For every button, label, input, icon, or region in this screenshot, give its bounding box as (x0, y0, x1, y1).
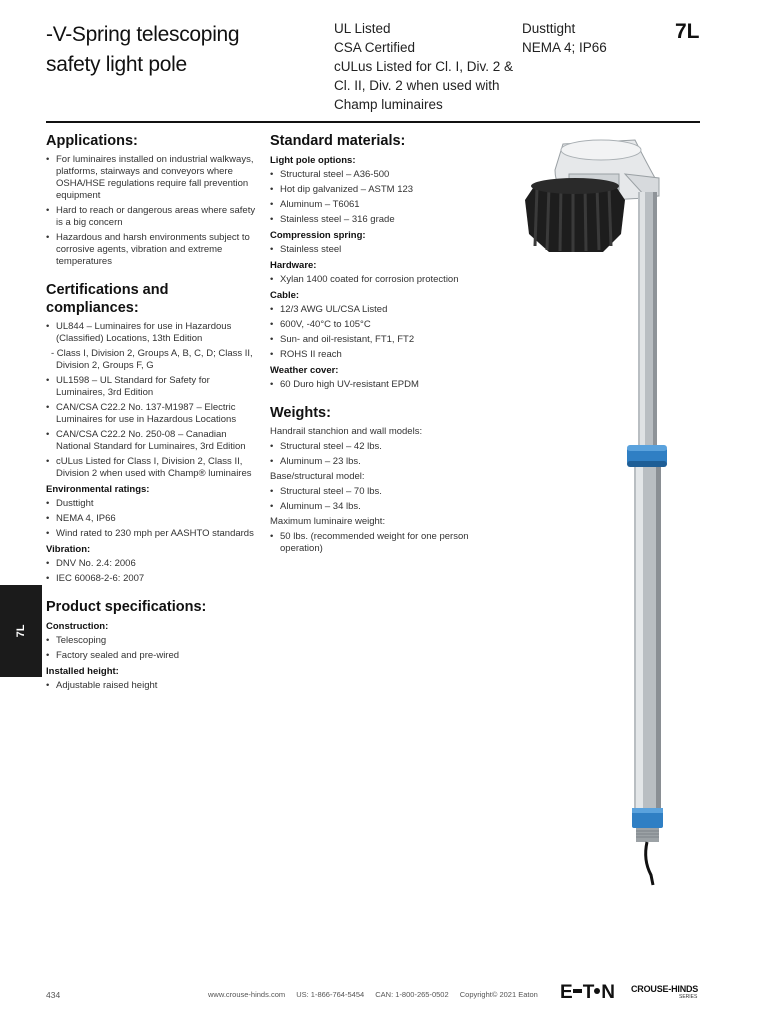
series-label: SERIES (679, 994, 698, 1000)
page-number: 434 (46, 990, 61, 1000)
list-item: • Factory sealed and pre-wired (46, 650, 256, 662)
list-item: • Adjustable raised height (46, 680, 256, 692)
vibration-heading: Vibration: (46, 544, 91, 555)
spring-list (270, 244, 490, 256)
website-link[interactable]: www.crouse-hinds.com (208, 990, 286, 999)
list-item: • Stainless steel – 316 grade (270, 214, 490, 226)
weights-heading: Weights: (270, 405, 331, 421)
list-item: • NEMA 4, IP66 (46, 513, 256, 525)
left-column (46, 132, 256, 695)
coupling-collar (627, 445, 667, 467)
base-list (270, 486, 490, 513)
cable-list (270, 304, 490, 361)
list-item: • Dusttight (46, 498, 256, 510)
cert-line: Cl. II, Div. 2 when used with (334, 78, 500, 93)
list-item: • Aluminum – 23 lbs. (270, 456, 490, 468)
header-divider (46, 121, 700, 123)
list-item: • 600V, -40°C to 105°C (270, 319, 490, 331)
construction-heading: Construction: (46, 621, 109, 632)
max-weight-list (270, 531, 490, 555)
header-certifications (334, 19, 513, 114)
cert-line: CSA Certified (334, 40, 416, 55)
handrail-label: Handrail stanchion and wall models: (270, 426, 423, 437)
list-item: • Stainless steel (270, 244, 490, 256)
list-item: • Structural steel – 42 lbs. (270, 441, 490, 453)
certifications-heading: Certifications and compliances: (46, 282, 169, 316)
list-subitem: - Class I, Division 2, Groups A, B, C, D; Class II, Division 2, Groups F, G (51, 348, 253, 371)
materials-heading: Standard materials: (270, 133, 406, 149)
list-item: • CAN/CSA C22.2 No. 137-M1987 – Electric Luminaires for use in Hazardous Locations (46, 402, 256, 426)
list-item: • Structural steel – 70 lbs. (270, 486, 490, 498)
header-environment (522, 19, 607, 57)
eaton-logo: E T N (560, 982, 615, 1003)
list-item: • Aluminum – 34 lbs. (270, 501, 490, 513)
pole-options-heading: Light pole options: (270, 155, 356, 166)
list-item: • 12/3 AWG UL/CSA Listed (270, 304, 490, 316)
handrail-list (270, 441, 490, 468)
certifications-list (46, 321, 256, 345)
cert-line: UL Listed (334, 21, 391, 36)
installed-height-heading: Installed height: (46, 666, 119, 677)
list-item: • ROHS II reach (270, 349, 490, 361)
list-item: • Hot dip galvanized – ASTM 123 (270, 184, 490, 196)
page-title (46, 20, 239, 80)
construction-list (46, 635, 256, 662)
footer-contact (208, 990, 547, 999)
list-item: • Aluminum – T6061 (270, 199, 490, 211)
hardware-list (270, 274, 490, 286)
list-item: • Hard to reach or dangerous areas where safety is a big concern (46, 205, 256, 229)
cert-line: cULus Listed for Cl. I, Div. 2 & (334, 59, 514, 74)
weather-cover-list (270, 379, 490, 391)
env-ratings-list (46, 498, 256, 540)
list-item: • Structural steel – A36-500 (270, 169, 490, 181)
list-item: • 60 Duro high UV-resistant EPDM (270, 379, 490, 391)
env-ratings-heading: Environmental ratings: (46, 484, 150, 495)
vibration-list (46, 558, 256, 585)
pole-options-list (270, 169, 490, 226)
list-item: • Hazardous and harsh environments subject to corrosive agents, vibration and extreme temperatures (46, 232, 256, 268)
guard-ring (525, 178, 625, 252)
list-item: • UL844 – Luminaires for use in Hazardous (Classified) Locations, 13th Edition (46, 321, 256, 345)
list-item: • UL1598 – UL Standard for Safety for Luminaires, 3rd Edition (46, 375, 256, 399)
installed-height-list (46, 680, 256, 692)
max-weight-label: Maximum luminaire weight: (270, 516, 386, 527)
base-label: Base/structural model: (270, 471, 365, 482)
side-tab-label: 7L (15, 624, 27, 638)
list-item: • IEC 60068-2-6: 2007 (46, 573, 256, 585)
base-collar (632, 808, 663, 842)
section-code: 7L (675, 20, 700, 43)
list-item: • Wind rated to 230 mph per AASHTO standards (46, 528, 256, 540)
applications-list (46, 154, 256, 268)
list-item: • CAN/CSA C22.2 No. 250-08 – Canadian National Standard for Luminaires, 3rd Edition (46, 429, 256, 453)
title-line-1: -V-Spring telescoping (46, 23, 240, 46)
hardware-heading: Hardware: (270, 260, 317, 271)
certifications-list-cont (46, 375, 256, 480)
cable-heading: Cable: (270, 290, 300, 301)
power-cable (646, 842, 653, 885)
middle-column (270, 132, 490, 558)
phone-us: US: 1-866-764-5454 (296, 990, 365, 999)
env-line: Dusttight (522, 21, 576, 36)
list-item: • Xylan 1400 coated for corrosion protection (270, 274, 490, 286)
list-item: • For luminaires installed on industrial walkways, platforms, stairways and conveyors where OSHA/HSE regulations require fall prevention equipment (46, 154, 256, 202)
list-item: • DNV No. 2.4: 2006 (46, 558, 256, 570)
phone-can: CAN: 1-800-265-0502 (375, 990, 449, 999)
list-item: • Sun- and oil-resistant, FT1, FT2 (270, 334, 490, 346)
product-image (515, 130, 675, 890)
product-specs-heading: Product specifications: (46, 599, 207, 615)
pole-upper (638, 192, 657, 447)
weather-cover-heading: Weather cover: (270, 365, 339, 376)
spring-heading: Compression spring: (270, 230, 366, 241)
pole-lower (634, 467, 661, 810)
list-item: • cULus Listed for Class I, Division 2, Class II, Division 2 when used with Champ® luminaires (46, 456, 256, 480)
applications-heading: Applications: (46, 133, 138, 149)
copyright: Copyright© 2021 Eaton (459, 990, 538, 999)
list-item: • Telescoping (46, 635, 256, 647)
env-line: NEMA 4; IP66 (522, 40, 607, 55)
crouse-hinds-logo: CROUSE-HINDS (631, 984, 699, 994)
cert-line: Champ luminaires (334, 97, 443, 112)
title-line-2: safety light pole (46, 53, 187, 76)
section-side-tab (0, 585, 42, 677)
list-item: • 50 lbs. (recommended weight for one person operation) (270, 531, 490, 555)
